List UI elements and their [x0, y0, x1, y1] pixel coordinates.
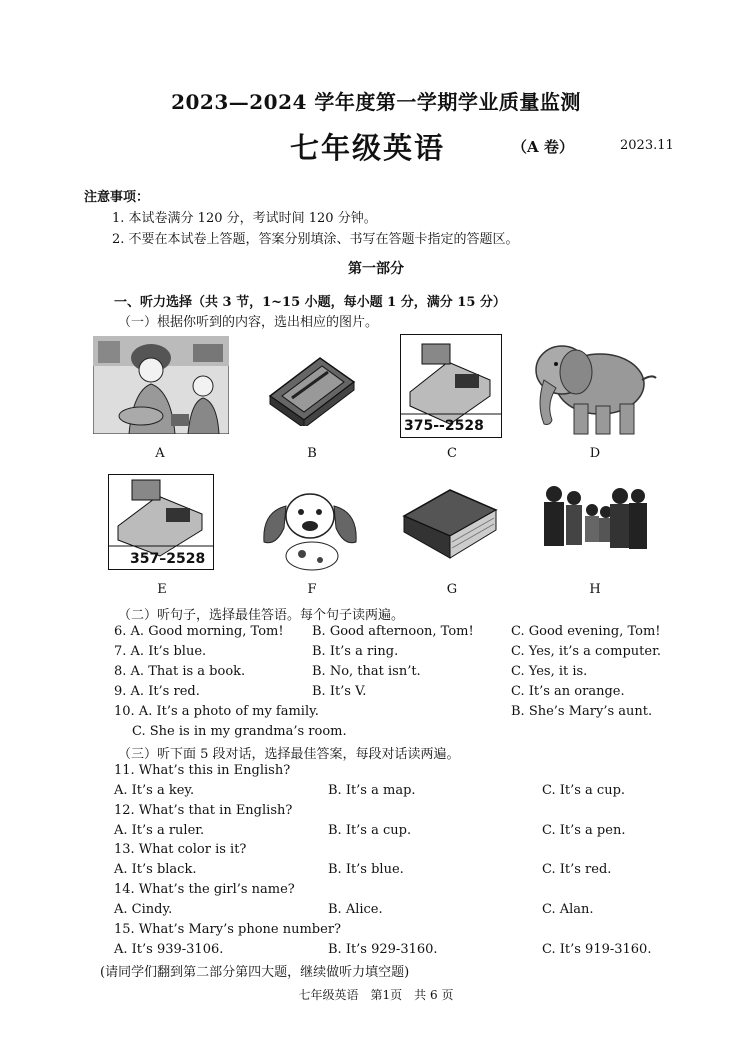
q14-option-b: B. Alice. — [328, 902, 383, 917]
q6-option-a: 6. A. Good morning, Tom! — [114, 624, 284, 639]
q11-option-c: C. It’s a cup. — [542, 783, 626, 798]
q15-option-a: A. It’s 939-3106. — [114, 942, 224, 957]
phone-number-c: 375--2528 — [404, 418, 484, 434]
q14-option-c: C. Alan. — [542, 902, 594, 917]
page-footer: 七年级英语 第1页 共 6 页 — [298, 988, 454, 1002]
phone-number-e: 357–2528 — [130, 551, 206, 567]
notice-item: 1. 本试卷满分 120 分，考试时间 120 分钟。 — [112, 211, 377, 226]
q15-option-c: C. It’s 919-3160. — [542, 942, 652, 957]
part3-instruction: （三）听下面 5 段对话，选择最佳答案，每段对话读两遍。 — [118, 747, 460, 762]
q15-question: 15. What’s Mary’s phone number? — [114, 922, 341, 937]
q14-option-a: A. Cindy. — [114, 902, 173, 917]
cooking-family-picture — [93, 336, 229, 434]
paper-version: （A 卷） — [512, 138, 574, 156]
listening-heading: 一、听力选择（共 3 节，1~15 小题，每小题 1 分，满分 15 分） — [114, 295, 506, 310]
q12-option-b: B. It’s a cup. — [328, 823, 412, 838]
picture-label-h: H — [589, 582, 601, 597]
picture-label-d: D — [589, 446, 601, 461]
picture-label-c: C — [447, 446, 457, 461]
q10-option-b: B. She’s Mary’s aunt. — [511, 704, 653, 719]
part1-instruction: （一）根据你听到的内容，选出相应的图片。 — [118, 315, 379, 330]
q9-option-c: C. It’s an orange. — [511, 684, 625, 699]
q8-option-b: B. No, that isn’t. — [312, 664, 421, 679]
q14-question: 14. What’s the girl’s name? — [114, 882, 295, 897]
q15-option-b: B. It’s 929-3160. — [328, 942, 438, 957]
picture-label-b: B — [307, 446, 317, 461]
dog-picture — [254, 482, 364, 574]
notice-heading: 注意事项： — [84, 190, 150, 205]
q10-option-a: 10. A. It’s a photo of my family. — [114, 704, 319, 719]
q9-option-a: 9. A. It’s red. — [114, 684, 200, 699]
picture-label-a: A — [155, 446, 165, 461]
q13-option-b: B. It’s blue. — [328, 862, 404, 877]
notice-item: 2. 不要在本试卷上答题，答案分别填涂、书写在答题卡指定的答题区。 — [112, 232, 519, 247]
q11-question: 11. What’s this in English? — [114, 763, 291, 778]
q12-option-c: C. It’s a pen. — [542, 823, 626, 838]
q6-option-b: B. Good afternoon, Tom! — [312, 624, 474, 639]
q6-option-c: C. Good evening, Tom! — [511, 624, 661, 639]
q8-option-a: 8. A. That is a book. — [114, 664, 246, 679]
book-picture — [400, 480, 500, 562]
q13-question: 13. What color is it? — [114, 842, 247, 857]
q12-option-a: A. It’s a ruler. — [114, 823, 205, 838]
elephant-picture — [530, 334, 658, 438]
section-title: 第一部分 — [348, 261, 404, 277]
picture-label-e: E — [157, 582, 167, 597]
exam-title: 2023—2024 学年度第一学期学业质量监测 — [171, 90, 581, 114]
subject-title: 七年级英语 — [290, 131, 446, 165]
q7-option-a: 7. A. It’s blue. — [114, 644, 207, 659]
footnote: (请同学们翻到第二部分第四大题，继续做听力填空题) — [100, 965, 410, 980]
family-picture — [540, 480, 650, 560]
q11-option-b: B. It’s a map. — [328, 783, 416, 798]
q7-option-c: C. Yes, it’s a computer. — [511, 644, 661, 659]
q7-option-b: B. It’s a ring. — [312, 644, 399, 659]
q11-option-a: A. It’s a key. — [114, 783, 195, 798]
picture-label-g: G — [446, 582, 458, 597]
exam-date: 2023.11 — [620, 138, 674, 153]
part2-instruction: （二）听句子，选择最佳答语。每个句子读两遍。 — [118, 608, 405, 623]
q13-option-c: C. It’s red. — [542, 862, 612, 877]
q9-option-b: B. It’s V. — [312, 684, 367, 699]
q8-option-c: C. Yes, it is. — [511, 664, 588, 679]
q12-question: 12. What’s that in English? — [114, 803, 293, 818]
pencil-case-picture — [262, 346, 362, 426]
q10-option-c: C. She is in my grandma’s room. — [132, 724, 347, 739]
picture-label-f: F — [307, 582, 317, 597]
q13-option-a: A. It’s black. — [114, 862, 197, 877]
